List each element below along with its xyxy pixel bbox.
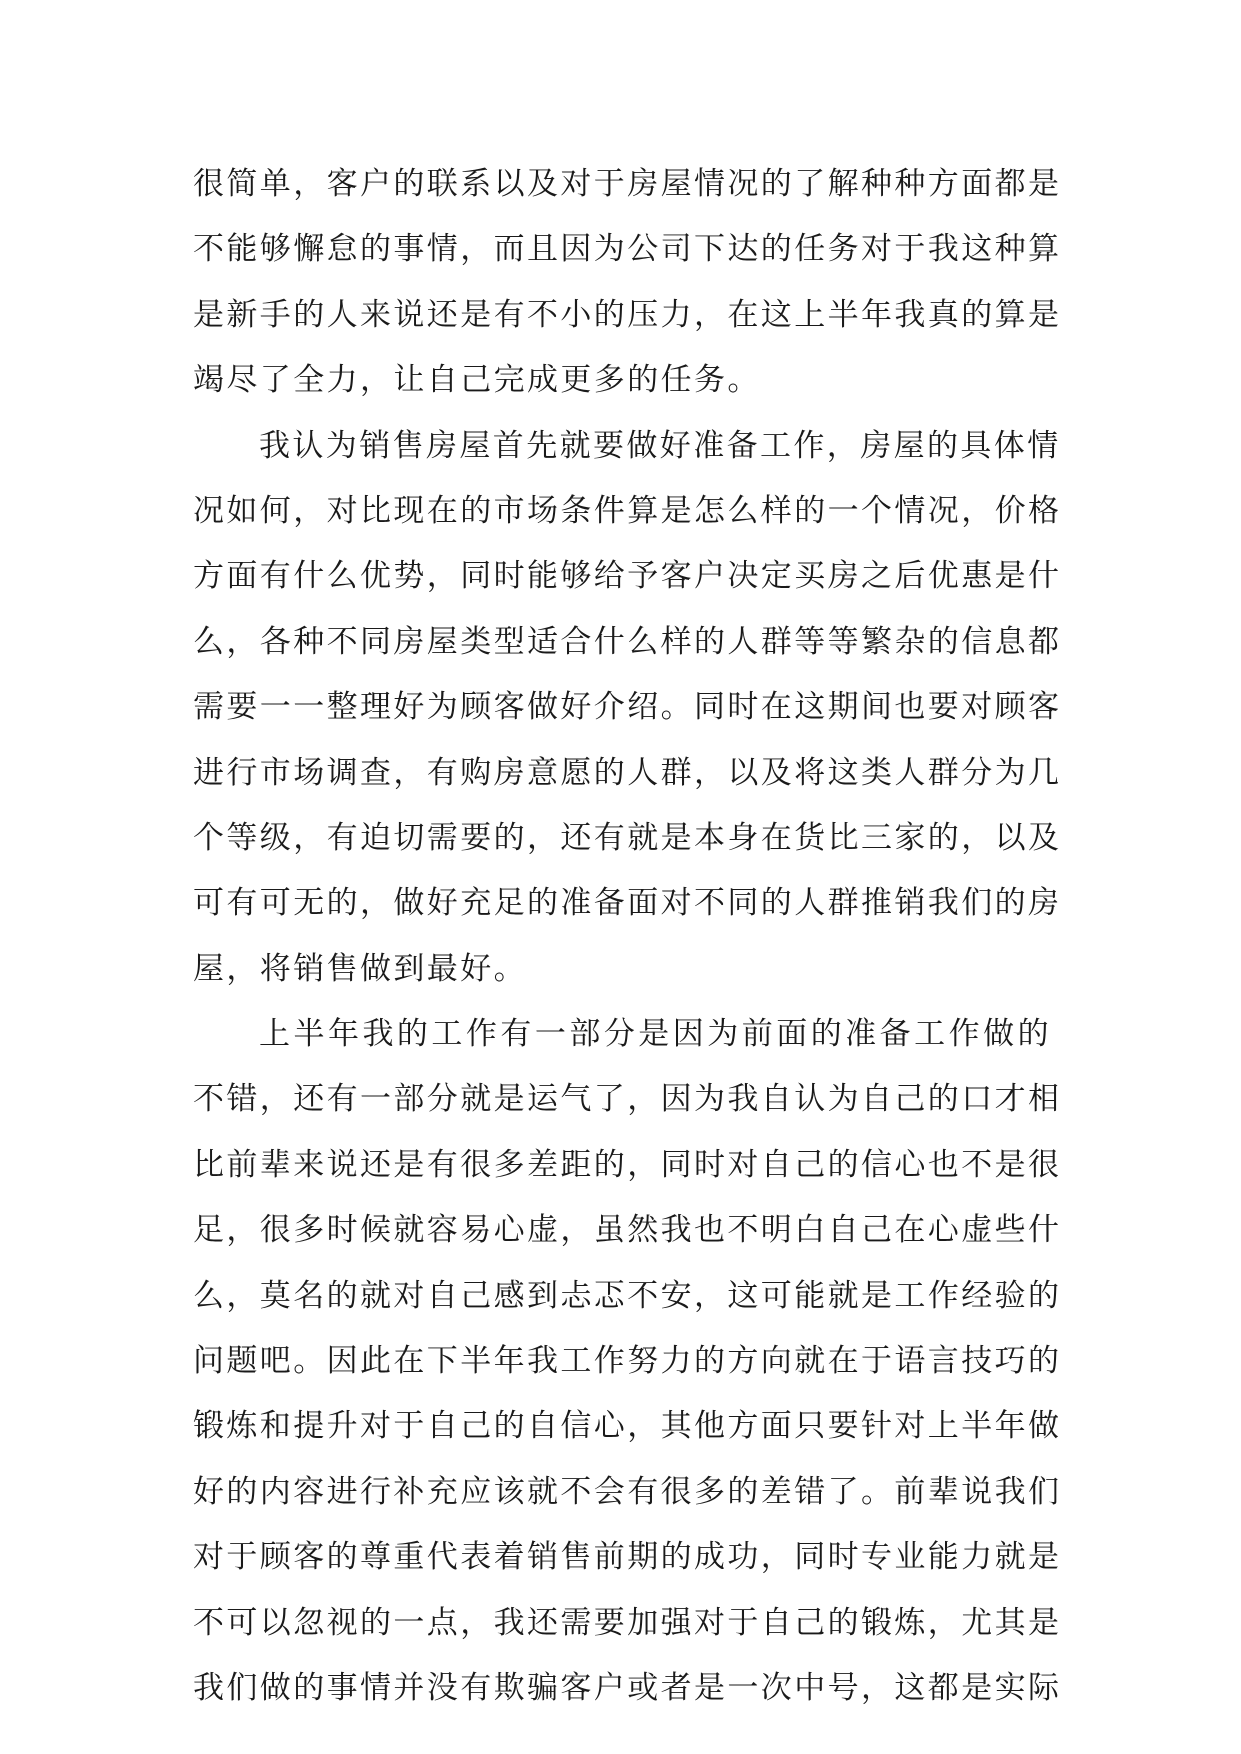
text-line: 问题吧。因此在下半年我工作努力的方向就在于语言技巧的 (193, 1343, 1062, 1380)
text-line: 好的内容进行补充应该就不会有很多的差错了。前辈说我们 (193, 1473, 1062, 1510)
text-line: 进行市场调查，有购房意愿的人群，以及将这类人群分为几 (193, 754, 1062, 791)
text-line: 不能够懈怠的事情，而且因为公司下达的任务对于我这种算 (193, 231, 1062, 268)
text-line: 我们做的事情并没有欺骗客户或者是一次中号，这都是实际 (193, 1669, 1062, 1706)
text-line: 屋，将销售做到最好。 (193, 950, 527, 987)
text-line: 我认为销售房屋首先就要做好准备工作，房屋的具体情 (259, 427, 1061, 464)
text-line: 对于顾客的尊重代表着销售前期的成功，同时专业能力就是 (193, 1539, 1062, 1576)
body-text (193, 152, 1062, 1721)
text-line: 上半年我的工作有一部分是因为前面的准备工作做的 (259, 1016, 1051, 1053)
text-line: 足，很多时候就容易心虚，虽然我也不明白自己在心虚些什 (193, 1212, 1062, 1249)
text-line: 况如何，对比现在的市场条件算是怎么样的一个情况，价格 (193, 492, 1062, 529)
text-line: 锻炼和提升对于自己的自信心，其他方面只要针对上半年做 (193, 1408, 1062, 1445)
text-line: 不错，还有一部分就是运气了，因为我自认为自己的口才相 (193, 1081, 1062, 1118)
text-line: 很简单，客户的联系以及对于房屋情况的了解种种方面都是 (193, 166, 1062, 202)
text-line: 可有可无的，做好充足的准备面对不同的人群推销我们的房 (193, 885, 1062, 922)
text-line: 么，各种不同房屋类型适合什么样的人群等等繁杂的信息都 (193, 623, 1062, 660)
text-line: 比前辈来说还是有很多差距的，同时对自己的信心也不是很 (193, 1146, 1062, 1183)
text-line: 方面有什么优势，同时能够给予客户决定买房之后优惠是什 (193, 558, 1062, 595)
text-line: 需要一一整理好为顾客做好介绍。同时在这期间也要对顾客 (193, 689, 1062, 726)
text-line: 是新手的人来说还是有不小的压力，在这上半年我真的算是 (193, 296, 1062, 333)
text-line: 么，莫名的就对自己感到忐忑不安，这可能就是工作经验的 (193, 1277, 1062, 1314)
text-line: 个等级，有迫切需要的，还有就是本身在货比三家的，以及 (193, 819, 1062, 856)
text-line: 不可以忽视的一点，我还需要加强对于自己的锻炼，尤其是 (193, 1604, 1062, 1641)
text-line: 竭尽了全力，让自己完成更多的任务。 (193, 362, 761, 399)
